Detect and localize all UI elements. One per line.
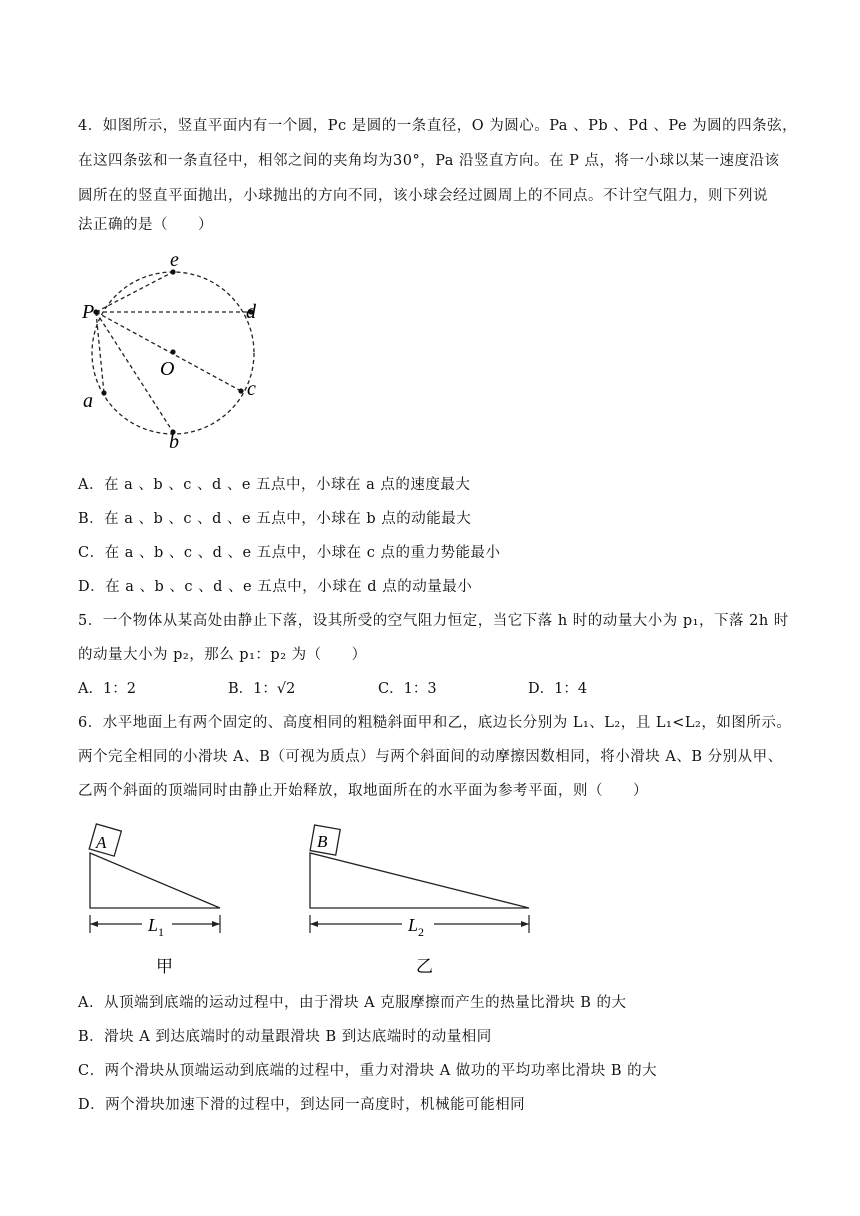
q5-option-a[interactable]: A．1：2 [78,681,136,697]
label-b: b [169,431,179,448]
q4-option-a[interactable]: A．在 a 、b 、c 、d 、e 五点中，小球在 a 点的速度最大 [78,477,471,493]
q4-option-d[interactable]: D．在 a 、b 、c 、d 、e 五点中，小球在 d 点的动量最小 [78,579,473,595]
point-c [238,388,243,393]
l1-arrow-right [212,921,220,927]
q6-stem-line-3: 乙两个斜面的顶端同时由静止开始释放，取地面所在的水平面为参考平面，则（ ） [78,783,648,799]
caption-jia: 甲 [156,957,173,977]
l2-label: $L_2$ [408,915,425,939]
label-e: e [170,249,179,271]
q4-stem-line-4: 法正确的是（ ） [78,217,213,233]
l2-arrow-left [310,921,318,927]
chord-pe [96,272,173,312]
label-c: c [247,378,256,400]
label-p: P [82,301,95,323]
q4-stem-line-3: 圆所在的竖直平面抛出，小球抛出的方向不同，该小球会经过圆周上的不同点。不计空气阻力，则下列说 [78,188,768,204]
q6-option-b[interactable]: B．滑块 A 到达底端时的动量跟滑块 B 到达底端时的动量相同 [78,1029,492,1045]
q4-option-c[interactable]: C．在 a 、b 、c 、d 、e 五点中，小球在 c 点的重力势能最小 [78,545,501,561]
q6-option-a[interactable]: A．从顶端到底端的运动过程中，由于滑块 A 克服摩擦而产生的热量比滑块 B 的大 [78,995,627,1011]
q6-incline-figure [80,815,550,985]
caption-yi: 乙 [416,957,433,977]
point-o [170,349,175,354]
q5-stem-line-1: 5．一个物体从某高处由静止下落，设其所受的空气阻力恒定，当它下落 h 时的动量大小为 p₁，下落 2h 时 [78,613,789,629]
q6-option-d[interactable]: D．两个滑块加速下滑的过程中，到达同一高度时，机械能可能相同 [78,1097,526,1113]
l1-arrow-left [90,921,98,927]
incline-jia [90,853,220,908]
point-a [101,390,106,395]
q5-option-c[interactable]: C．1：3 [378,681,437,697]
q4-stem-line-1: 4．如图所示，竖直平面内有一个圆，Pc 是圆的一条直径，O 为圆心。Pa 、Pb 、Pd 、Pe 为圆的四条弦， [78,118,798,134]
l1-label: $L_1$ [148,915,165,939]
block-b-label: B [317,832,328,851]
q5-option-d[interactable]: D．1：4 [528,681,588,697]
q5-stem-line-2: 的动量大小为 p₂，那么 p₁：p₂ 为（ ） [78,647,367,663]
label-a: a [83,390,93,412]
q6-stem-line-2: 两个完全相同的小滑块 A、B（可视为质点）与两个斜面间的动摩擦因数相同，将小滑块 A、B 分别从甲、 [78,749,783,765]
label-d: d [246,301,256,323]
q4-stem-line-2: 在这四条弦和一条直径中，相邻之间的夹角均为30°，Pa 沿竖直方向。在 P 点，将一小球以某一速度沿该 [78,153,780,169]
l2-arrow-right [521,921,529,927]
q4-option-b[interactable]: B．在 a 、b 、c 、d 、e 五点中，小球在 b 点的动能最大 [78,511,472,527]
q6-option-c[interactable]: C．两个滑块从顶端运动到底端的过程中，重力对滑块 A 做功的平均功率比滑块 B 的大 [78,1063,658,1079]
block-a-label: A [96,833,107,852]
q6-stem-line-1: 6．水平地面上有两个固定的、高度相同的粗糙斜面甲和乙，底边长分别为 L₁、L₂，且 L₁<L₂，如图所示。 [78,715,792,731]
q5-option-b[interactable]: B．1：√2 [228,681,296,697]
label-o: O [160,358,175,380]
incline-yi [310,853,529,908]
q4-circle-figure [76,248,276,448]
